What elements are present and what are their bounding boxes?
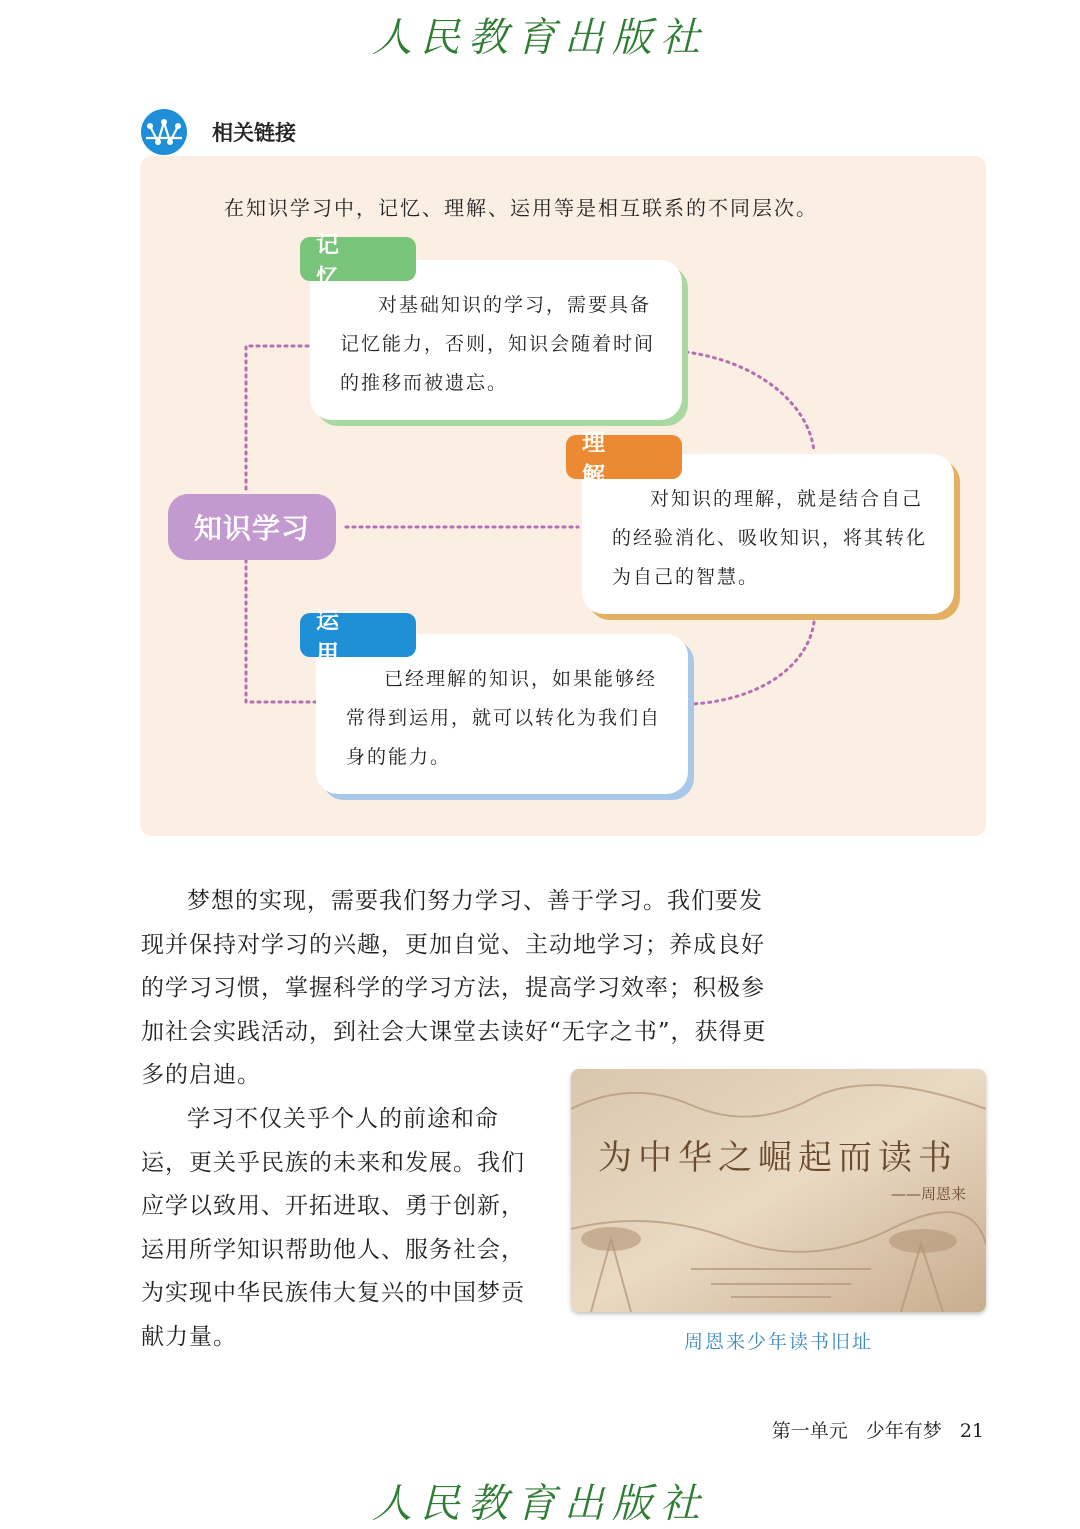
publisher-watermark-top: 人民教育出版社 (372, 15, 708, 61)
diagram-intro: 在知识学习中，记忆、理解、运用等是相互联系的不同层次。 (224, 196, 818, 220)
section-header (140, 106, 296, 158)
understanding-tag: 理 解 (566, 435, 682, 479)
center-topic: 知识学习 (168, 494, 336, 560)
publisher-watermark-bottom: 人民教育出版社 (372, 1481, 708, 1527)
memory-text: 对基础知识的学习，需要具备记忆能力，否则，知识会随着时间的推移而被遗忘。 (340, 294, 656, 394)
inscription-photo (571, 1069, 986, 1312)
section-title: 相关链接 (212, 121, 296, 145)
inscription-signature: ——周恩来 (890, 1185, 966, 1203)
photo-caption: 周恩来少年读书旧址 (683, 1331, 873, 1353)
page-footer (754, 1416, 984, 1443)
memory-tag: 记 忆 (300, 237, 416, 281)
paragraph-text: 梦想的实现，需要我们努力学习、善于学习。我们要发现并保持对学习的兴趣，更加自觉、主动地学习；养成良好的学习习惯，掌握科学的学习方法，提高学习效率；积极参加社会实践活动，到社会大课堂去读好“无字之书”，获得更多的启迪。 (141, 888, 767, 1088)
page-number: 21 (959, 1420, 984, 1442)
footer-unit: 第一单元 (771, 1420, 848, 1442)
footer-title: 少年有梦 (865, 1420, 942, 1442)
carved-relief-image (571, 1069, 986, 1312)
body-paragraph-1 (141, 880, 771, 1098)
application-text: 已经理解的知识，如果能够经常得到运用，就可以转化为我们自身的能力。 (346, 668, 662, 768)
body-paragraph-2 (141, 1098, 545, 1359)
understanding-text: 对知识的理解，就是结合自己的经验消化、吸收知识，将其转化为自己的智慧。 (612, 488, 928, 588)
inscription-text: 为中华之崛起而读书 (598, 1138, 958, 1178)
application-tag: 运 用 (300, 613, 416, 657)
network-link-icon (140, 108, 188, 156)
knowledge-diagram-panel (140, 156, 986, 836)
paragraph-text: 学习不仅关乎个人的前途和命运，更关乎民族的未来和发展。我们应学以致用、开拓进取、勇于创新，运用所学知识帮助他人、服务社会，为实现中华民族伟大复兴的中国梦贡献力量。 (141, 1106, 525, 1350)
